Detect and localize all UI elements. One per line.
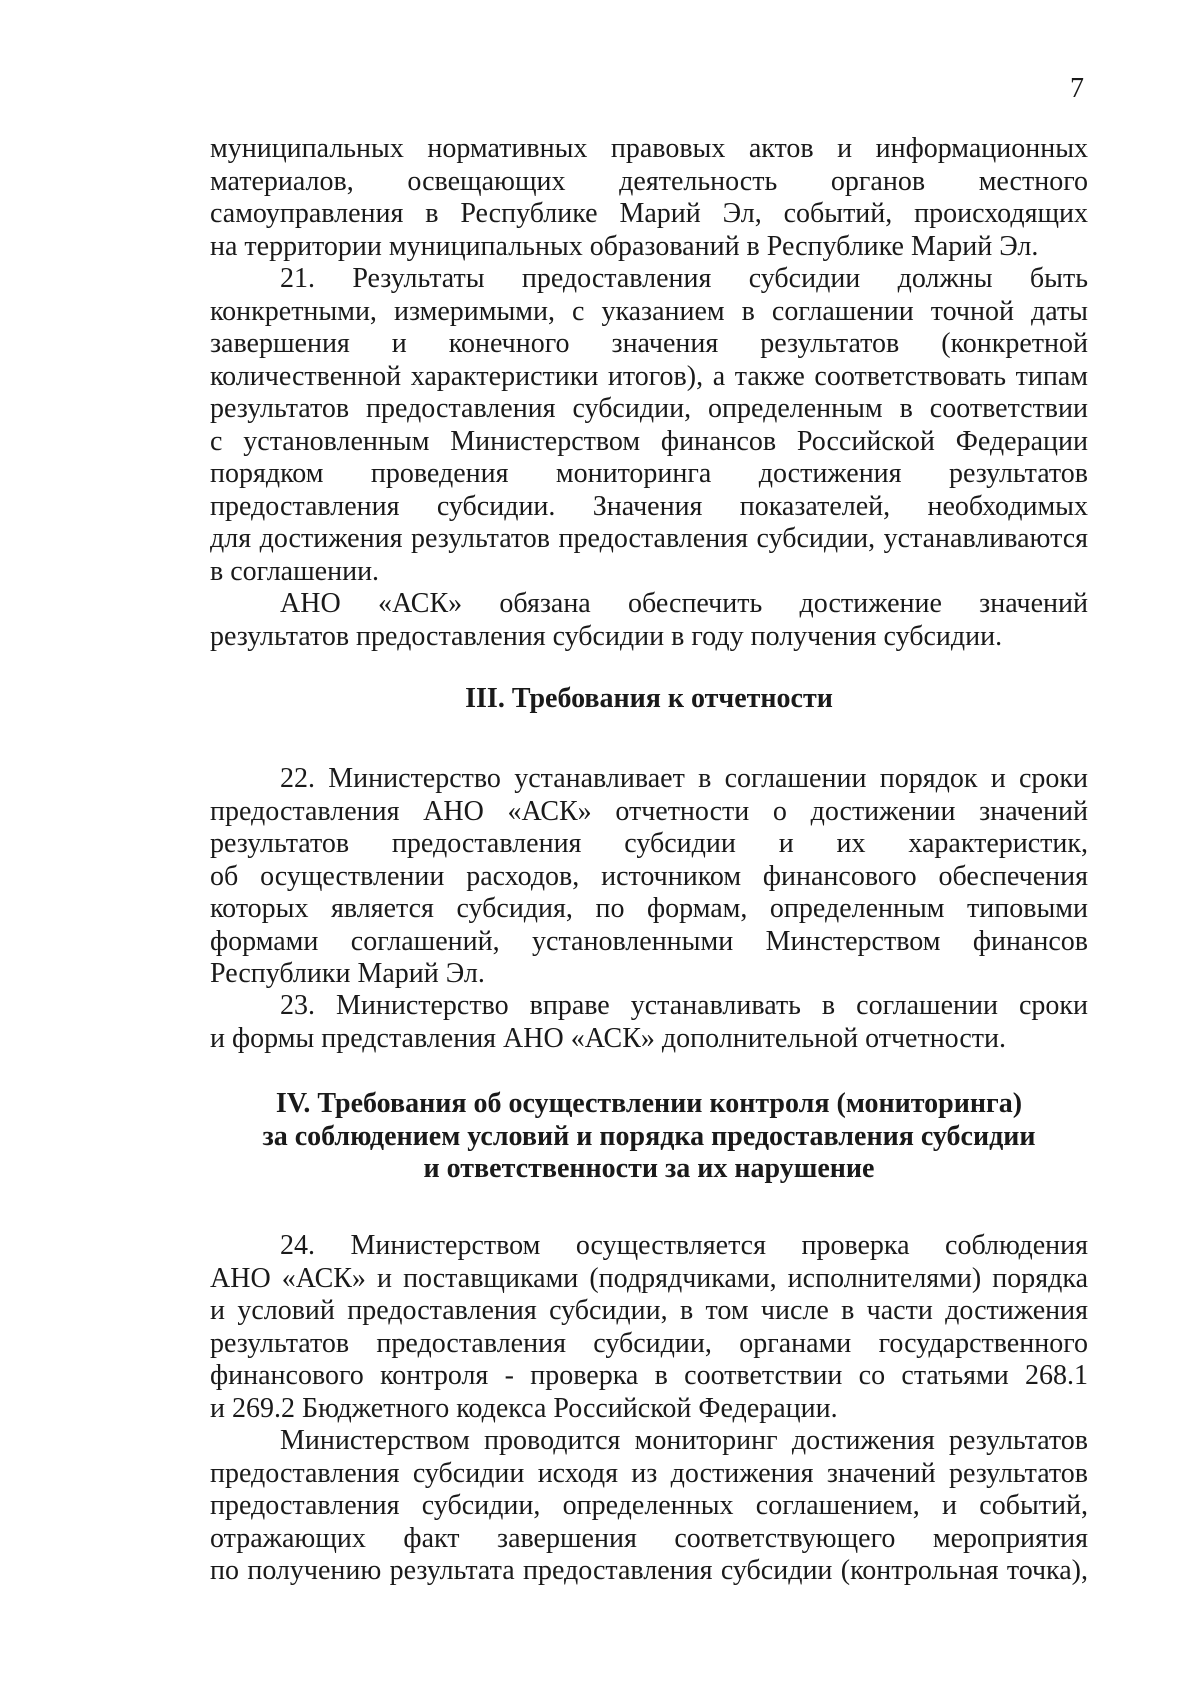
text-line: результатов предоставления субсидии и их характеристик, bbox=[210, 828, 1088, 859]
text-line: финансового контроля - проверка в соответствии со статьями 268.1 bbox=[210, 1360, 1088, 1391]
paragraph-22 bbox=[210, 763, 1088, 991]
text-line: и условий предоставления субсидии, в том числе в части достижения bbox=[210, 1295, 1088, 1326]
text-line: завершения и конечного значения результатов (конкретной bbox=[210, 328, 1088, 359]
text-line: формами соглашений, установленными Минстерством финансов bbox=[210, 925, 1088, 957]
heading-line: IV. Требования об осуществлении контроля (мониторинга) bbox=[275, 1088, 1023, 1119]
text-line: предоставления АНО «АСК» отчетности о достижении значений bbox=[210, 795, 1088, 827]
text-line: материалов, освещающих деятельность органов местного bbox=[210, 165, 1088, 197]
text-line: и 269.2 Бюджетного кодекса Российской Федерации. bbox=[210, 1392, 838, 1424]
text-line: и формы представления АНО «АСК» дополнительной отчетности. bbox=[210, 1022, 1007, 1054]
text-line: 22. Министерство устанавливает в соглашении порядок и сроки bbox=[280, 763, 1088, 794]
paragraph-23 bbox=[210, 990, 1088, 1055]
text-line: АНО «АСК» и поставщиками (подрядчиками, исполнителями) порядка bbox=[210, 1262, 1088, 1294]
text-line: 24. Министерством осуществляется проверка соблюдения bbox=[280, 1230, 1088, 1261]
text-line: результатов предоставления субсидии в году получения субсидии. bbox=[210, 620, 1003, 652]
text-line: 23. Министерство вправе устанавливать в соглашении сроки bbox=[280, 990, 1088, 1021]
text-line: самоуправления в Республике Марий Эл, событий, происходящих bbox=[210, 198, 1088, 229]
heading-line: и ответственности за их нарушение bbox=[423, 1153, 875, 1184]
section-heading-4 bbox=[210, 1088, 1088, 1186]
page-number: 7 bbox=[1070, 73, 1084, 104]
text-line: порядком проведения мониторинга достижения результатов bbox=[210, 458, 1088, 489]
text-line: с установленным Министерством финансов Российской Федерации bbox=[210, 425, 1088, 457]
text-line: в соглашении. bbox=[210, 555, 380, 587]
text-line: отражающих факт завершения соответствующего мероприятия bbox=[210, 1522, 1088, 1554]
text-line: результатов предоставления субсидии, органами государственного bbox=[210, 1327, 1088, 1359]
text-line: предоставления субсидии, определенных соглашением, и событий, bbox=[210, 1490, 1088, 1521]
text-line: Министерством проводится мониторинг достижения результатов bbox=[280, 1425, 1088, 1456]
text-line: по получению результата предоставления субсидии (контрольная точка), bbox=[210, 1555, 1088, 1586]
text-line: 21. Результаты предоставления субсидии должны быть bbox=[280, 263, 1088, 294]
text-line: на территории муниципальных образований в Республике Марий Эл. bbox=[210, 230, 1039, 262]
text-line: АНО «АСК» обязана обеспечить достижение значений bbox=[280, 588, 1088, 619]
text-line: муниципальных нормативных правовых актов и информационных bbox=[210, 133, 1088, 164]
text-line: количественной характеристики итогов), а также соответствовать типам bbox=[210, 360, 1088, 392]
text-line: предоставления субсидии исходя из достижения значений результатов bbox=[210, 1457, 1088, 1489]
paragraph-ano-obligation bbox=[210, 588, 1088, 653]
text-line: результатов предоставления субсидии, определенным в соответствии bbox=[210, 393, 1088, 424]
text-line: об осуществлении расходов, источником финансового обеспечения bbox=[210, 860, 1088, 892]
heading-line: за соблюдением условий и порядка предоставления субсидии bbox=[262, 1120, 1036, 1152]
text-line: для достижения результатов предоставления субсидии, устанавливаются bbox=[210, 523, 1088, 554]
paragraph-monitoring bbox=[210, 1425, 1088, 1588]
paragraph-24 bbox=[210, 1230, 1088, 1425]
continuation-paragraph bbox=[210, 133, 1088, 263]
paragraph-21 bbox=[210, 263, 1088, 588]
text-line: конкретными, измеримыми, с указанием в соглашении точной даты bbox=[210, 295, 1088, 327]
text-line: которых является субсидия, по формам, определенным типовыми bbox=[210, 893, 1088, 924]
section-heading-3 bbox=[210, 683, 1088, 716]
heading-line: III. Требования к отчетности bbox=[465, 683, 833, 714]
text-line: Республики Марий Эл. bbox=[210, 958, 485, 989]
text-line: предоставления субсидии. Значения показателей, необходимых bbox=[210, 490, 1088, 522]
